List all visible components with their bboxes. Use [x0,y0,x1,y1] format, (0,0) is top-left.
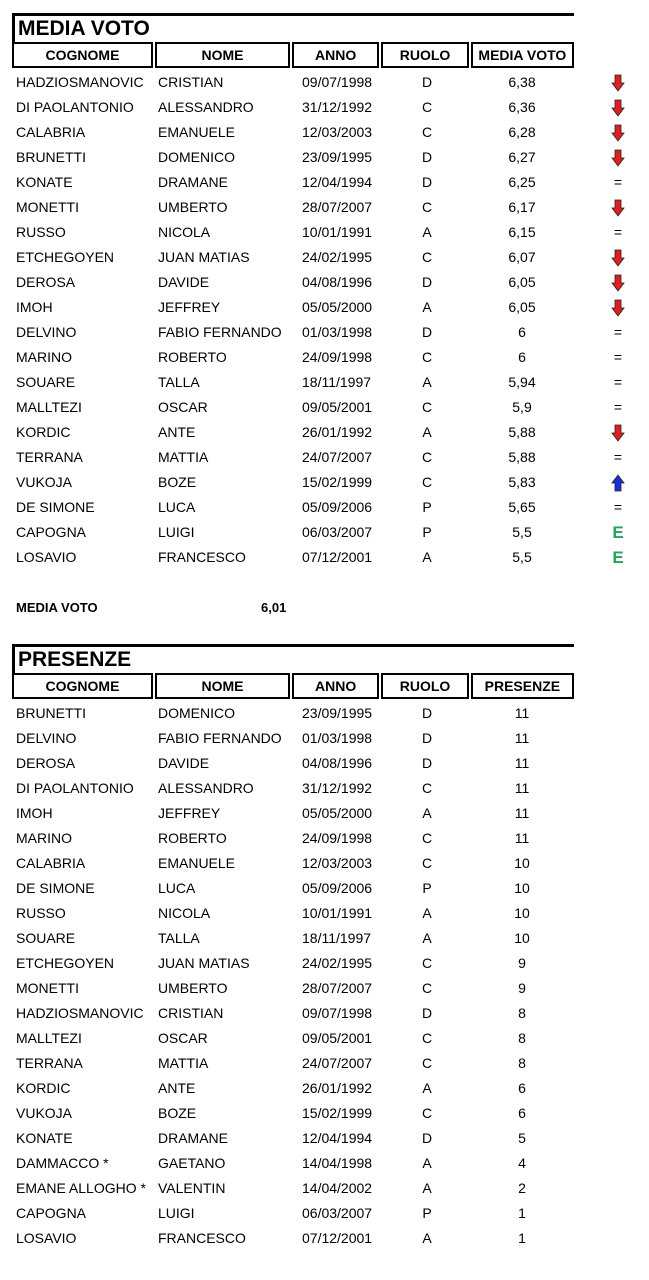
cell-nome: ANTE [158,1080,196,1096]
cell-presenze: 10 [514,855,530,871]
cell-nome: CRISTIAN [158,1005,224,1021]
cell-presenze: 10 [514,930,530,946]
cell-cognome: DE SIMONE [16,880,95,896]
cell-presenze: 9 [518,955,526,971]
cell-anno: 31/12/1992 [302,99,373,115]
cell-cognome: DELVINO [16,730,77,746]
cell-cognome: IMOH [16,299,53,315]
table-row [12,1126,574,1151]
table-row [12,545,624,570]
cell-anno: 05/05/2000 [302,805,373,821]
header-anno: ANNO [292,673,379,699]
cell-nome: OSCAR [158,399,208,415]
table-row [12,145,574,170]
cell-ruolo: D [421,730,433,746]
cell-ruolo: D [421,324,433,340]
cell-nome: OSCAR [158,1030,208,1046]
cell-anno: 12/03/2003 [302,855,373,871]
cell-media-voto: 5,5 [512,524,532,540]
cell-ruolo: D [421,1130,433,1146]
table-row [12,495,623,520]
table-row [12,120,574,145]
cell-cognome: ETCHEGOYEN [16,249,115,265]
cell-cognome: RUSSO [16,905,66,921]
table-row [12,951,574,976]
header-media-voto: MEDIA VOTO [471,42,574,68]
media-voto-total-value: 6,01 [261,600,287,615]
cell-nome: LUCA [158,880,196,896]
cell-anno: 06/03/2007 [302,1205,373,1221]
cell-cognome: MALLTEZI [16,399,82,415]
cell-ruolo: A [422,374,432,390]
cell-anno: 14/04/2002 [302,1180,373,1196]
cell-anno: 07/12/2001 [302,549,373,565]
cell-nome: CRISTIAN [158,74,224,90]
cell-nome: BOZE [158,474,197,490]
presenze-title: PRESENZE [12,644,574,673]
table-row [12,1001,574,1026]
table-row [12,1026,574,1051]
cell-anno: 12/04/1994 [302,1130,373,1146]
equal-icon: = [613,224,623,240]
cell-anno: 05/09/2006 [302,499,373,515]
cell-cognome: CALABRIA [16,124,86,140]
cell-presenze: 11 [514,830,530,846]
cell-anno: 06/03/2007 [302,524,373,540]
cell-nome: JEFFREY [158,299,221,315]
cell-media-voto: 6,17 [508,199,536,215]
cell-anno: 24/09/1998 [302,349,373,365]
cell-ruolo: P [422,880,432,896]
cell-anno: 04/08/1996 [302,274,373,290]
cell-ruolo: A [422,299,432,315]
cell-presenze: 10 [514,880,530,896]
table-row [12,751,574,776]
header-ruolo: RUOLO [381,42,468,68]
cell-nome: ALESSANDRO [158,780,254,796]
new-entry-icon: E [612,523,624,542]
cell-presenze: 6 [518,1080,526,1096]
cell-nome: LUCA [158,499,196,515]
cell-media-voto: 6,38 [508,74,536,90]
cell-ruolo: A [422,1180,432,1196]
cell-nome: FRANCESCO [158,549,246,565]
cell-anno: 10/01/1991 [302,905,373,921]
cell-ruolo: C [421,780,433,796]
cell-presenze: 11 [514,755,530,771]
header-anno: ANNO [292,42,379,68]
cell-media-voto: 5,5 [512,549,532,565]
header-presenze: PRESENZE [471,673,574,699]
cell-anno: 24/07/2007 [302,1055,373,1071]
table-row [12,901,574,926]
cell-media-voto: 5,65 [508,499,536,515]
cell-cognome: TERRANA [16,449,83,465]
cell-presenze: 1 [518,1205,526,1221]
cell-anno: 28/07/2007 [302,199,373,215]
cell-presenze: 5 [518,1130,526,1146]
header-nome: NOME [155,673,290,699]
table-row [12,295,574,320]
table-row [12,245,574,270]
header-cognome: COGNOME [12,42,153,68]
table-row [12,976,574,1001]
cell-nome: DOMENICO [158,705,235,721]
cell-anno: 05/09/2006 [302,880,373,896]
cell-cognome: DEROSA [16,274,76,290]
cell-presenze: 8 [518,1005,526,1021]
cell-nome: EMANUELE [158,124,236,140]
arrow-down-icon [606,295,630,320]
cell-cognome: CAPOGNA [16,524,87,540]
cell-media-voto: 6,15 [508,224,536,240]
cell-presenze: 11 [514,730,530,746]
arrow-down-icon [606,70,630,95]
cell-anno: 31/12/1992 [302,780,373,796]
table-row [12,876,574,901]
cell-media-voto: 5,83 [508,474,536,490]
media-voto-total-label: MEDIA VOTO [16,600,98,615]
cell-anno: 26/01/1992 [302,424,373,440]
cell-cognome: ETCHEGOYEN [16,955,115,971]
table-row [12,726,574,751]
cell-nome: ROBERTO [158,830,227,846]
cell-nome: DOMENICO [158,149,235,165]
cell-media-voto: 6,05 [508,299,536,315]
cell-cognome: BRUNETTI [16,705,86,721]
cell-ruolo: A [422,224,432,240]
cell-nome: DRAMANE [158,174,229,190]
cell-ruolo: C [421,449,433,465]
cell-cognome: DELVINO [16,324,77,340]
cell-cognome: MARINO [16,830,72,846]
new-entry-icon: E [612,548,624,567]
equal-icon: = [613,499,623,515]
cell-media-voto: 6 [518,324,526,340]
cell-cognome: CALABRIA [16,855,86,871]
arrow-down-icon [606,195,630,220]
media-voto-header-row [12,42,574,68]
cell-nome: JUAN MATIAS [158,249,250,265]
cell-anno: 01/03/1998 [302,324,373,340]
equal-icon: = [613,349,623,365]
cell-anno: 23/09/1995 [302,705,373,721]
equal-icon: = [613,174,623,190]
cell-ruolo: C [421,855,433,871]
cell-nome: FABIO FERNANDO [158,730,282,746]
cell-cognome: LOSAVIO [16,549,77,565]
table-row [12,345,623,370]
cell-cognome: VUKOJA [16,1105,73,1121]
table-row [12,1101,574,1126]
cell-nome: MATTIA [158,1055,209,1071]
arrow-down-icon [606,120,630,145]
cell-ruolo: P [422,499,432,515]
cell-nome: FRANCESCO [158,1230,246,1246]
cell-anno: 05/05/2000 [302,299,373,315]
cell-anno: 15/02/1999 [302,474,373,490]
table-row [12,776,574,801]
table-row [12,826,574,851]
cell-media-voto: 5,88 [508,424,536,440]
equal-icon: = [613,324,623,340]
cell-cognome: CAPOGNA [16,1205,87,1221]
header-nome: NOME [155,42,290,68]
media-voto-title: MEDIA VOTO [12,13,574,42]
cell-anno: 23/09/1995 [302,149,373,165]
cell-anno: 09/05/2001 [302,399,373,415]
cell-anno: 09/07/1998 [302,74,373,90]
cell-cognome: VUKOJA [16,474,73,490]
equal-icon: = [613,449,623,465]
cell-presenze: 8 [518,1055,526,1071]
table-row [12,1226,574,1251]
cell-ruolo: P [422,1205,432,1221]
media-voto-rows [12,70,624,570]
cell-cognome: MONETTI [16,199,79,215]
table-row [12,701,574,726]
cell-ruolo: C [421,474,433,490]
cell-ruolo: D [421,74,433,90]
cell-media-voto: 6 [518,349,526,365]
cell-nome: BOZE [158,1105,197,1121]
cell-cognome: KONATE [16,174,73,190]
cell-media-voto: 5,88 [508,449,536,465]
cell-ruolo: D [421,174,433,190]
table-row [12,520,624,545]
cell-anno: 24/02/1995 [302,955,373,971]
cell-presenze: 8 [518,1030,526,1046]
table-row [12,270,574,295]
cell-ruolo: P [422,524,432,540]
cell-anno: 18/11/1997 [302,930,372,946]
cell-media-voto: 6,36 [508,99,536,115]
cell-anno: 12/04/1994 [302,174,373,190]
cell-cognome: RUSSO [16,224,66,240]
cell-presenze: 11 [514,705,530,721]
header-ruolo: RUOLO [381,673,468,699]
cell-ruolo: D [421,705,433,721]
cell-cognome: HADZIOSMANOVIC [16,1005,144,1021]
cell-ruolo: A [422,1230,432,1246]
cell-ruolo: C [421,830,433,846]
cell-nome: JUAN MATIAS [158,955,250,971]
cell-anno: 04/08/1996 [302,755,373,771]
cell-cognome: MONETTI [16,980,79,996]
cell-nome: ROBERTO [158,349,227,365]
cell-cognome: DAMMACCO * [16,1155,109,1171]
table-row [12,445,623,470]
cell-anno: 24/09/1998 [302,830,373,846]
cell-presenze: 9 [518,980,526,996]
cell-nome: UMBERTO [158,980,228,996]
cell-anno: 14/04/1998 [302,1155,373,1171]
cell-media-voto: 6,25 [508,174,536,190]
media-voto-section [12,13,624,570]
cell-cognome: KONATE [16,1130,73,1146]
cell-ruolo: C [421,349,433,365]
cell-media-voto: 5,9 [512,399,532,415]
cell-nome: UMBERTO [158,199,228,215]
cell-ruolo: A [422,424,432,440]
cell-ruolo: A [422,805,432,821]
cell-anno: 12/03/2003 [302,124,373,140]
table-row [12,1176,574,1201]
cell-nome: ALESSANDRO [158,99,254,115]
cell-cognome: KORDIC [16,1080,71,1096]
cell-presenze: 11 [514,805,530,821]
arrow-down-icon [606,420,630,445]
table-row [12,851,574,876]
header-cognome: COGNOME [12,673,153,699]
cell-cognome: MALLTEZI [16,1030,82,1046]
table-row [12,220,623,245]
table-row [12,370,623,395]
arrow-down-icon [606,145,630,170]
table-row [12,1076,574,1101]
cell-presenze: 6 [518,1105,526,1121]
cell-ruolo: D [421,274,433,290]
cell-ruolo: C [421,1030,433,1046]
cell-nome: EMANUELE [158,855,236,871]
cell-cognome: KORDIC [16,424,71,440]
table-row [12,395,623,420]
cell-media-voto: 6,05 [508,274,536,290]
cell-ruolo: C [421,199,433,215]
table-row [12,170,623,195]
table-row [12,320,623,345]
equal-icon: = [613,399,623,415]
presenze-rows [12,701,574,1251]
cell-nome: FABIO FERNANDO [158,324,282,340]
cell-presenze: 2 [518,1180,526,1196]
cell-anno: 24/02/1995 [302,249,373,265]
cell-presenze: 4 [518,1155,526,1171]
cell-presenze: 1 [518,1230,526,1246]
cell-ruolo: A [422,1155,432,1171]
cell-cognome: TERRANA [16,1055,83,1071]
cell-media-voto: 6,07 [508,249,536,265]
cell-cognome: HADZIOSMANOVIC [16,74,144,90]
cell-ruolo: D [421,1005,433,1021]
cell-ruolo: C [421,249,433,265]
cell-cognome: LOSAVIO [16,1230,77,1246]
cell-ruolo: C [421,124,433,140]
cell-cognome: SOUARE [16,374,76,390]
cell-ruolo: A [422,549,432,565]
cell-nome: DAVIDE [158,274,210,290]
presenze-section [12,644,574,1251]
cell-nome: LUIGI [158,1205,195,1221]
presenze-header-row [12,673,574,699]
cell-nome: NICOLA [158,905,211,921]
cell-cognome: DI PAOLANTONIO [16,99,134,115]
cell-cognome: DE SIMONE [16,499,95,515]
cell-cognome: EMANE ALLOGHO * [16,1180,146,1196]
equal-icon: = [613,374,623,390]
cell-ruolo: C [421,99,433,115]
cell-cognome: DI PAOLANTONIO [16,780,134,796]
table-row [12,1201,574,1226]
table-row [12,95,574,120]
arrow-down-icon [606,245,630,270]
cell-ruolo: C [421,399,433,415]
cell-ruolo: C [421,980,433,996]
cell-nome: DRAMANE [158,1130,229,1146]
cell-ruolo: A [422,1080,432,1096]
cell-anno: 09/07/1998 [302,1005,373,1021]
cell-cognome: SOUARE [16,930,76,946]
cell-ruolo: C [421,1055,433,1071]
cell-anno: 09/05/2001 [302,1030,373,1046]
cell-anno: 10/01/1991 [302,224,373,240]
table-row [12,1151,574,1176]
cell-anno: 26/01/1992 [302,1080,373,1096]
table-row [12,1051,574,1076]
cell-media-voto: 5,94 [508,374,536,390]
cell-anno: 24/07/2007 [302,449,373,465]
cell-media-voto: 6,27 [508,149,536,165]
cell-anno: 01/03/1998 [302,730,373,746]
cell-anno: 18/11/1997 [302,374,372,390]
cell-media-voto: 6,28 [508,124,536,140]
cell-nome: TALLA [158,930,200,946]
cell-nome: DAVIDE [158,755,210,771]
arrow-down-icon [606,95,630,120]
table-row [12,801,574,826]
cell-nome: ANTE [158,424,196,440]
cell-cognome: DEROSA [16,755,76,771]
cell-nome: NICOLA [158,224,211,240]
table-row [12,70,574,95]
cell-nome: TALLA [158,374,200,390]
cell-nome: GAETANO [158,1155,226,1171]
cell-ruolo: D [421,755,433,771]
cell-anno: 07/12/2001 [302,1230,373,1246]
cell-ruolo: D [421,149,433,165]
cell-nome: VALENTIN [158,1180,226,1196]
table-row [12,926,574,951]
cell-ruolo: A [422,930,432,946]
cell-cognome: BRUNETTI [16,149,86,165]
table-row [12,420,574,445]
table-row [12,470,574,495]
cell-anno: 15/02/1999 [302,1105,373,1121]
cell-cognome: MARINO [16,349,72,365]
cell-cognome: IMOH [16,805,53,821]
arrow-down-icon [606,270,630,295]
cell-nome: MATTIA [158,449,209,465]
cell-nome: LUIGI [158,524,195,540]
cell-ruolo: A [422,905,432,921]
cell-ruolo: C [421,955,433,971]
cell-presenze: 11 [514,780,530,796]
cell-presenze: 10 [514,905,530,921]
table-row [12,195,574,220]
cell-nome: JEFFREY [158,805,221,821]
cell-ruolo: C [421,1105,433,1121]
arrow-up-icon [606,470,630,495]
cell-anno: 28/07/2007 [302,980,373,996]
